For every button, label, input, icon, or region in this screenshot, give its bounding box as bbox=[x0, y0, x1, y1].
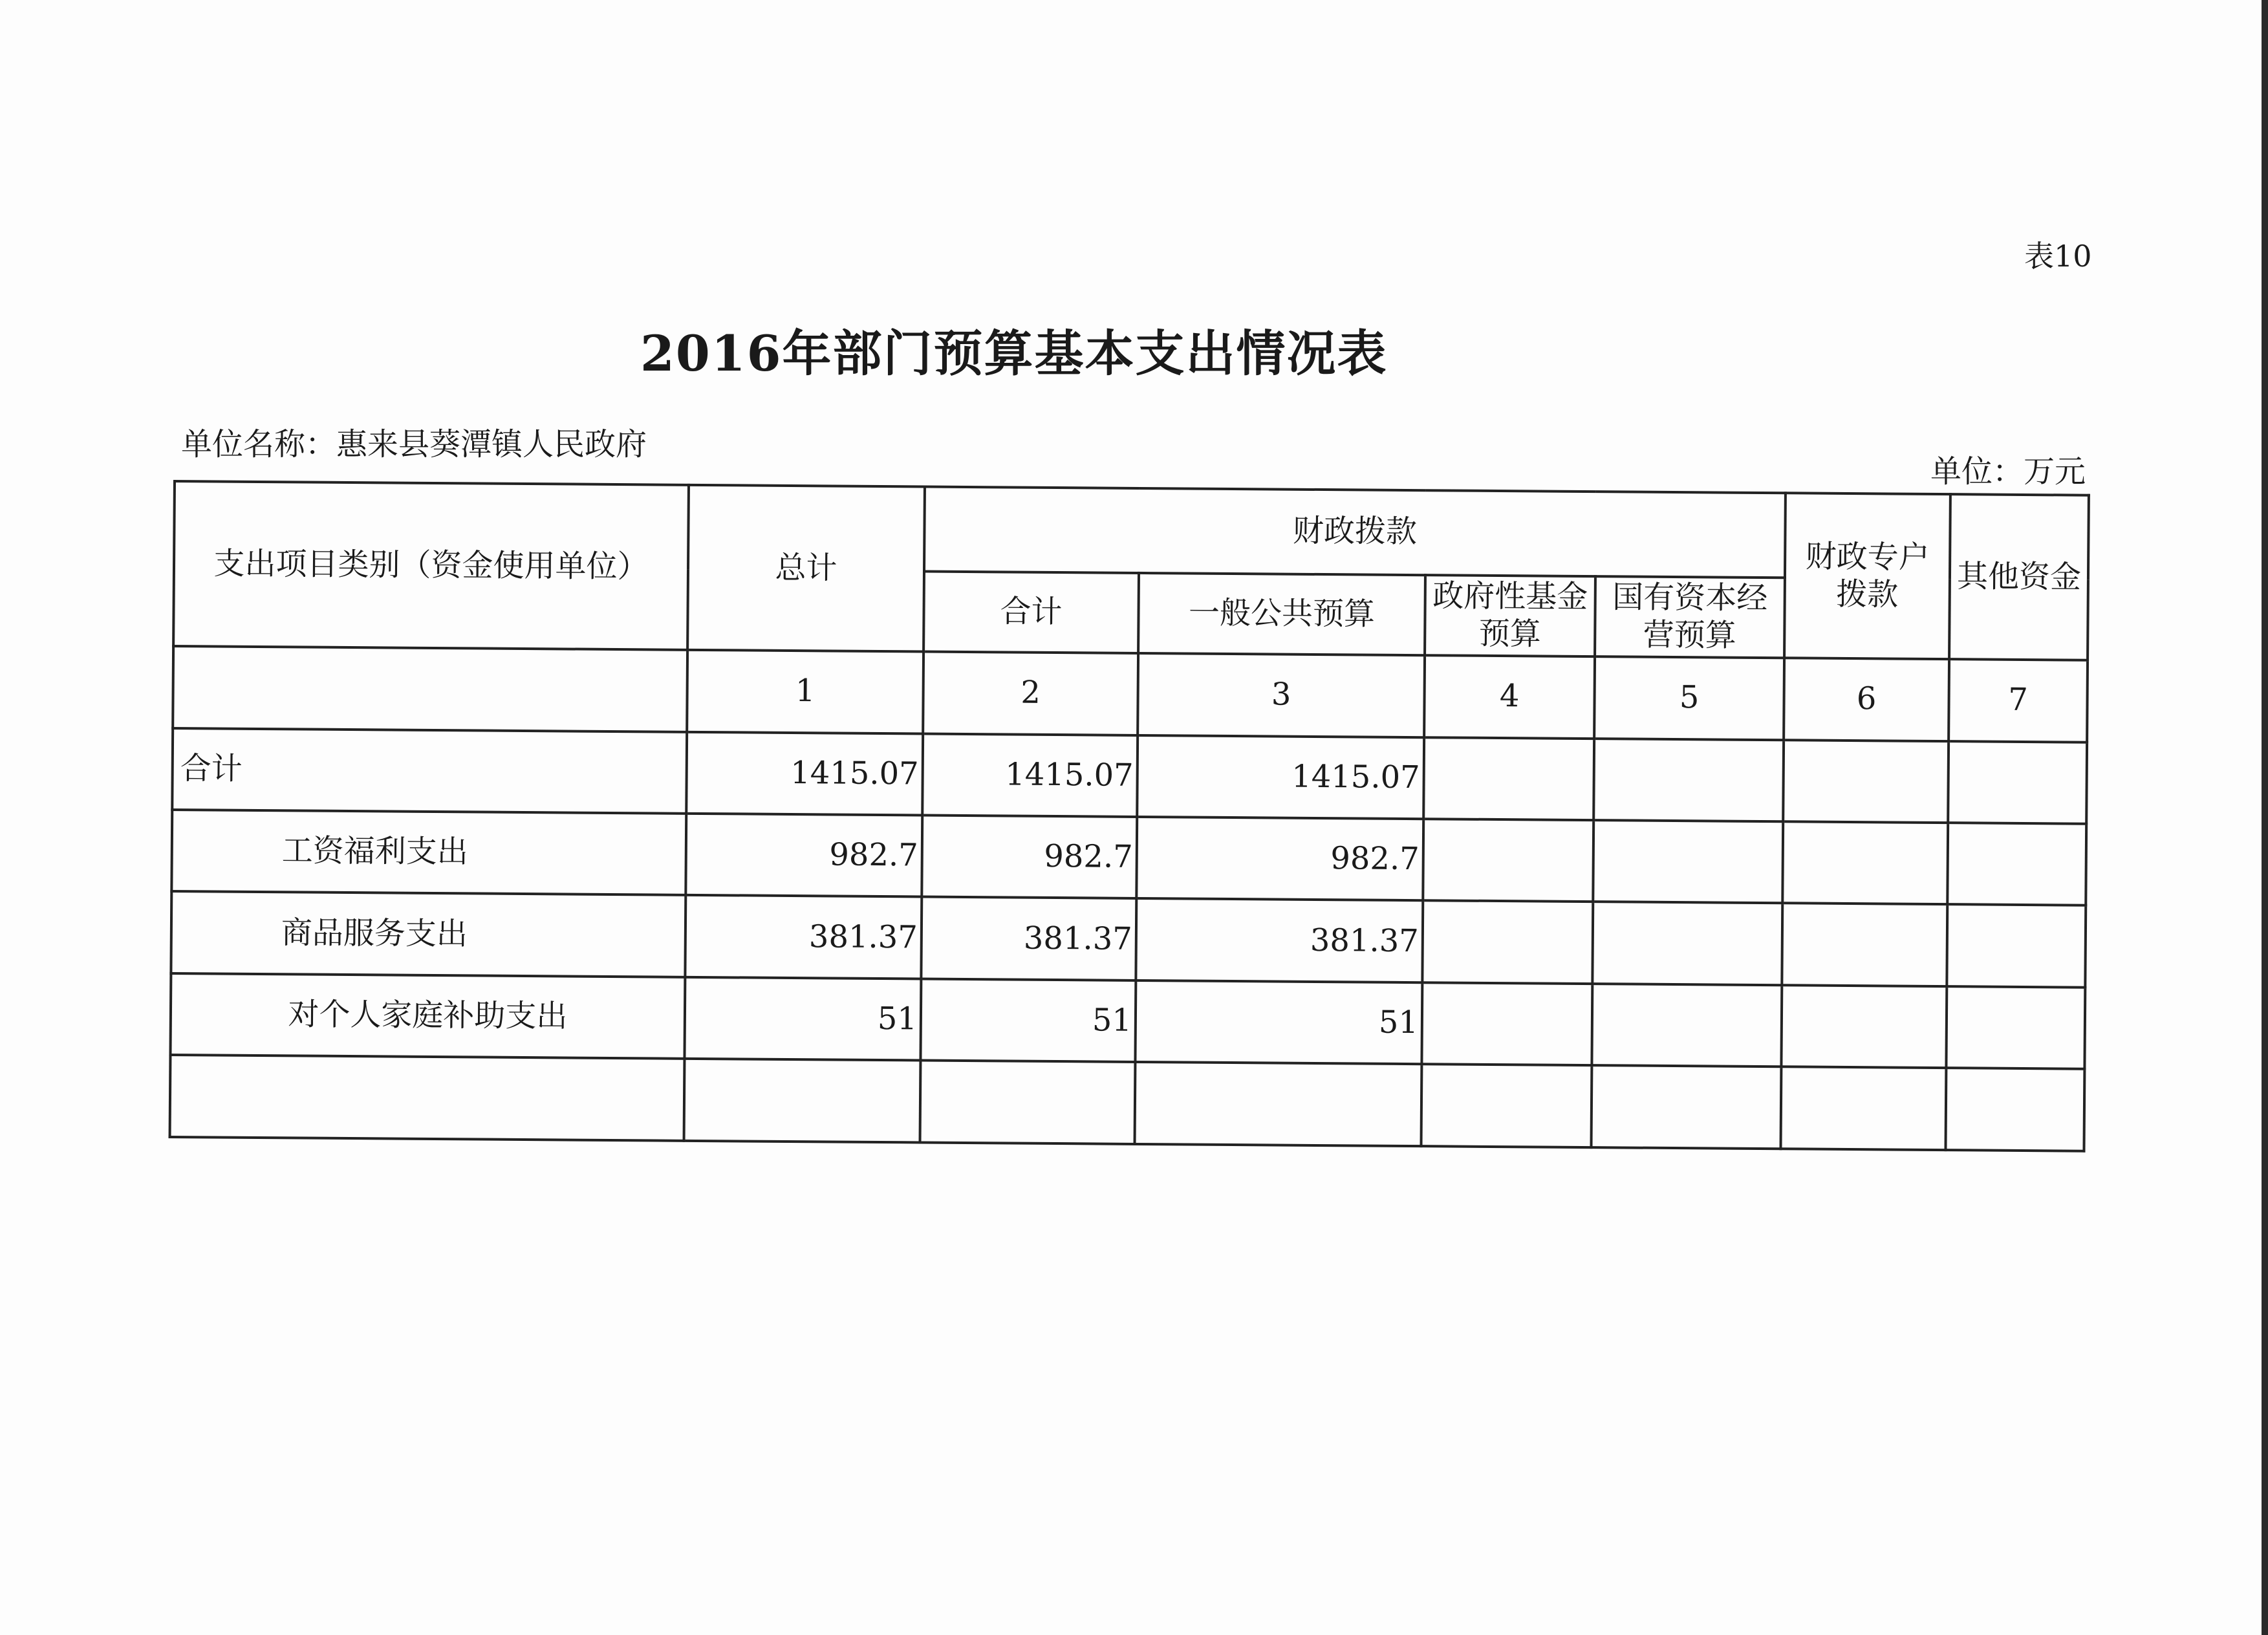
header-general-public-budget: 一般公共预算 bbox=[1138, 573, 1425, 656]
cell-sub-total: 982.7 bbox=[922, 815, 1137, 898]
header-sub-total: 合计 bbox=[923, 571, 1139, 653]
header-total: 总计 bbox=[687, 485, 925, 652]
cell-total: 982.7 bbox=[686, 814, 922, 897]
cell-empty bbox=[1423, 737, 1594, 820]
header-government-fund-budget: 政府性基金预算 bbox=[1425, 575, 1595, 656]
header-state-capital-budget: 国有资本经营预算 bbox=[1595, 576, 1785, 658]
cell-empty bbox=[684, 1059, 921, 1142]
cell-general-public-budget: 982.7 bbox=[1136, 817, 1423, 901]
cell-empty bbox=[1783, 740, 1949, 823]
row-label: 合计 bbox=[172, 728, 687, 814]
cell-empty bbox=[1421, 1065, 1592, 1147]
cell-empty bbox=[1947, 823, 2086, 905]
cell-empty bbox=[1421, 982, 1592, 1065]
cell-general-public-budget: 1415.07 bbox=[1137, 735, 1424, 819]
cell-empty bbox=[1782, 821, 1948, 904]
cell-empty bbox=[1592, 984, 1782, 1067]
column-number: 2 bbox=[923, 652, 1138, 735]
cell-empty bbox=[1781, 985, 1947, 1068]
cell-sub-total: 51 bbox=[920, 979, 1136, 1062]
column-number: 5 bbox=[1594, 656, 1784, 740]
header-fiscal-allocation: 财政拨款 bbox=[924, 487, 1786, 578]
page-title: 2016年部门预算基本支出情况表 bbox=[640, 325, 1388, 382]
table-row bbox=[171, 810, 2086, 905]
unit-measure-label: 单位：万元 bbox=[1930, 453, 2086, 490]
unit-name-label: 单位名称：惠来县葵潭镇人民政府 bbox=[181, 426, 647, 462]
cell-empty bbox=[1591, 1066, 1781, 1149]
cell-empty bbox=[1945, 1068, 2084, 1151]
cell-total: 1415.07 bbox=[686, 731, 923, 815]
table-row bbox=[172, 728, 2087, 824]
table-number: 表10 bbox=[2024, 239, 2092, 274]
budget-table bbox=[169, 480, 2090, 1153]
row-label: 对个人家庭补助支出 bbox=[170, 973, 685, 1059]
cell-empty bbox=[1593, 739, 1784, 822]
cell-empty bbox=[1423, 819, 1593, 902]
header-fiscal-special: 财政专户拨款 bbox=[1784, 493, 1950, 659]
row-label: 商品服务支出 bbox=[171, 891, 686, 977]
cell-total: 51 bbox=[684, 977, 921, 1061]
cell-empty bbox=[1782, 904, 1947, 986]
scan-edge bbox=[2262, 0, 2268, 1635]
cell-empty bbox=[920, 1061, 1136, 1144]
cell-general-public-budget: 381.37 bbox=[1136, 898, 1423, 982]
row-label: 工资福利支出 bbox=[171, 810, 686, 895]
cell-empty bbox=[1947, 905, 2086, 988]
column-number: 4 bbox=[1424, 655, 1595, 738]
header-row-1 bbox=[174, 481, 2089, 579]
cell-total: 381.37 bbox=[685, 895, 922, 979]
cell-general-public-budget: 51 bbox=[1135, 980, 1422, 1065]
column-number-blank bbox=[173, 646, 687, 731]
cell-empty bbox=[1946, 986, 2085, 1069]
table-row bbox=[170, 973, 2085, 1069]
cell-sub-total: 381.37 bbox=[921, 897, 1136, 980]
cell-empty bbox=[1593, 820, 1783, 904]
column-number: 7 bbox=[1949, 659, 2088, 742]
cell-sub-total: 1415.07 bbox=[922, 733, 1138, 817]
column-number: 6 bbox=[1784, 658, 1949, 741]
header-other-funds: 其他资金 bbox=[1949, 494, 2089, 660]
cell-empty bbox=[170, 1055, 685, 1140]
column-number: 3 bbox=[1138, 653, 1425, 737]
cell-empty bbox=[1135, 1062, 1422, 1146]
table-row bbox=[171, 891, 2086, 987]
column-number: 1 bbox=[687, 650, 923, 733]
cell-empty bbox=[1422, 901, 1593, 984]
table-row-empty bbox=[170, 1055, 2085, 1151]
column-number-row bbox=[173, 646, 2088, 742]
cell-empty bbox=[1592, 902, 1782, 986]
cell-empty bbox=[1781, 1067, 1947, 1150]
header-category: 支出项目类别（资金使用单位） bbox=[173, 481, 689, 650]
cell-empty bbox=[1948, 741, 2087, 824]
